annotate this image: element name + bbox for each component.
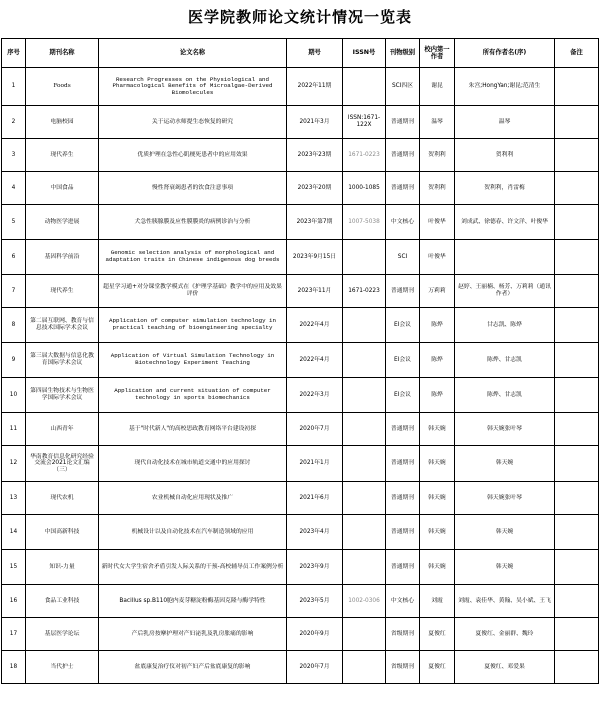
cell-note — [555, 205, 599, 240]
header-paper: 论文名称 — [99, 39, 287, 68]
cell-paper: Application of computer simulation technology in practical teaching of bioengineering specialty — [99, 308, 287, 343]
cell-note — [555, 139, 599, 172]
cell-no: 13 — [2, 482, 26, 515]
cell-authors: 甘志凯、陈烨 — [455, 308, 555, 343]
cell-first-author: 韩天婉 — [420, 482, 455, 515]
cell-note — [555, 585, 599, 618]
cell-no: 7 — [2, 275, 26, 308]
table-row — [2, 205, 599, 240]
cell-issue: 2022年4月 — [287, 343, 343, 378]
cell-paper: 盆底康复治疗仪对初产妇产后盆底康复的影响 — [99, 651, 287, 684]
cell-issue: 2023年9月15日 — [287, 240, 343, 275]
cell-no: 3 — [2, 139, 26, 172]
cell-paper: 超星学习通+对分课堂教学模式在《护理学基础》教学中的应用及效果评价 — [99, 275, 287, 308]
cell-first-author: 贺利利 — [420, 139, 455, 172]
paper-statistics-table — [1, 38, 599, 684]
cell-note — [555, 550, 599, 585]
cell-level: 省级期刊 — [386, 651, 420, 684]
cell-paper: 农业机械自动化应用现状及推广 — [99, 482, 287, 515]
table-row — [2, 240, 599, 275]
cell-authors: 刘成武、徐德春、许文洋、叶俊华 — [455, 205, 555, 240]
cell-issn — [343, 651, 386, 684]
table-row — [2, 378, 599, 413]
cell-no: 10 — [2, 378, 26, 413]
cell-note — [555, 240, 599, 275]
cell-first-author: 刘霞 — [420, 585, 455, 618]
header-level: 刊物级别 — [386, 39, 420, 68]
header-issn: ISSN号 — [343, 39, 386, 68]
cell-level: 普通期刊 — [386, 106, 420, 139]
document-title: 医学院教师论文统计情况一览表 — [187, 8, 412, 26]
cell-paper: Research Progresses on the Physiological and Pharmacological Benefits of Microalgae-Derived Biomolecules — [99, 68, 287, 106]
cell-issn — [343, 378, 386, 413]
cell-journal: 华南教育信息化研究经验交流会2021论文汇编（三） — [26, 446, 99, 482]
cell-journal: 基因科学前沿 — [26, 240, 99, 275]
cell-no: 9 — [2, 343, 26, 378]
cell-paper: 关于运动水师提生态恢复的研究 — [99, 106, 287, 139]
cell-no: 16 — [2, 585, 26, 618]
header-row — [2, 39, 599, 68]
cell-journal: 现代农机 — [26, 482, 99, 515]
cell-issn — [343, 515, 386, 550]
cell-first-author: 陈烨 — [420, 308, 455, 343]
cell-no: 14 — [2, 515, 26, 550]
cell-journal: 食品工业科技 — [26, 585, 99, 618]
table-row — [2, 172, 599, 205]
cell-issn — [343, 482, 386, 515]
cell-paper: 犬急性胰腺膜及应性膜膜炎的病例诊治与分析 — [99, 205, 287, 240]
cell-paper: 产后乳房按摩护理对产妇泌乳及乳房胀痛的影响 — [99, 618, 287, 651]
cell-issue: 2021年1月 — [287, 446, 343, 482]
cell-paper: Application and current situation of computer technology in sports biomechanics — [99, 378, 287, 413]
cell-journal: Foods — [26, 68, 99, 106]
cell-issn — [343, 550, 386, 585]
cell-authors: 贺利利 — [455, 139, 555, 172]
cell-no: 8 — [2, 308, 26, 343]
cell-issn — [343, 308, 386, 343]
cell-first-author: 谢昆 — [420, 68, 455, 106]
cell-authors: 韩天婉张叶琴 — [455, 413, 555, 446]
cell-journal: 山西青年 — [26, 413, 99, 446]
table-row — [2, 515, 599, 550]
cell-journal: 基层医学论坛 — [26, 618, 99, 651]
cell-no: 2 — [2, 106, 26, 139]
cell-note — [555, 308, 599, 343]
cell-issn — [343, 343, 386, 378]
cell-authors: 朱宫;HongYan;谢昆;范清生 — [455, 68, 555, 106]
cell-level: EI会议 — [386, 378, 420, 413]
cell-no: 4 — [2, 172, 26, 205]
cell-issue: 2023年20期 — [287, 172, 343, 205]
table-row — [2, 618, 599, 651]
cell-no: 11 — [2, 413, 26, 446]
cell-level: 中文核心 — [386, 585, 420, 618]
table-row — [2, 413, 599, 446]
header-note: 备注 — [555, 39, 599, 68]
cell-first-author: 夏俊红 — [420, 618, 455, 651]
cell-issn: 1002-0306 — [343, 585, 386, 618]
table-row — [2, 275, 599, 308]
cell-level: 普通期刊 — [386, 446, 420, 482]
header-first-author: 校内第一作者 — [420, 39, 455, 68]
table-row — [2, 139, 599, 172]
cell-authors: 陈烨、甘志凯 — [455, 343, 555, 378]
cell-first-author: 万莉莉 — [420, 275, 455, 308]
cell-journal: 现代养生 — [26, 139, 99, 172]
cell-issue: 2022年3月 — [287, 378, 343, 413]
cell-issue: 2022年11期 — [287, 68, 343, 106]
cell-authors: 陈烨、甘志凯 — [455, 378, 555, 413]
cell-authors: 夏俊红、金丽群、魏玲 — [455, 618, 555, 651]
table-row — [2, 446, 599, 482]
table-row — [2, 343, 599, 378]
cell-no: 1 — [2, 68, 26, 106]
cell-note — [555, 413, 599, 446]
cell-issue: 2023年5月 — [287, 585, 343, 618]
cell-issn: 1007-5038 — [343, 205, 386, 240]
cell-no: 17 — [2, 618, 26, 651]
cell-no: 5 — [2, 205, 26, 240]
cell-first-author: 韩天婉 — [420, 515, 455, 550]
cell-issue: 2021年6月 — [287, 482, 343, 515]
cell-note — [555, 172, 599, 205]
cell-authors: 贺利利，肖雷梅 — [455, 172, 555, 205]
cell-issn — [343, 618, 386, 651]
cell-no: 18 — [2, 651, 26, 684]
cell-issn: 1671-0223 — [343, 139, 386, 172]
table-row — [2, 651, 599, 684]
cell-paper: 现代自动化技术在城市轨道交通中的应用探讨 — [99, 446, 287, 482]
cell-level: 普通期刊 — [386, 515, 420, 550]
cell-journal: 现代养生 — [26, 275, 99, 308]
cell-note — [555, 275, 599, 308]
cell-first-author: 韩天婉 — [420, 413, 455, 446]
cell-issn — [343, 68, 386, 106]
cell-level: EI会议 — [386, 343, 420, 378]
header-issue: 期号 — [287, 39, 343, 68]
cell-level: 中文核心 — [386, 205, 420, 240]
cell-authors: 夏俊红、邓爱果 — [455, 651, 555, 684]
cell-journal: 电脑校园 — [26, 106, 99, 139]
cell-authors: 赵婷、王丽楠、杨芳、万莉莉（通讯作者） — [455, 275, 555, 308]
cell-journal: 第四届生物技术与生物医学国际学术会议 — [26, 378, 99, 413]
table-row — [2, 482, 599, 515]
cell-issue: 2023年11月 — [287, 275, 343, 308]
cell-issn: 1000-1085 — [343, 172, 386, 205]
cell-level: SCI四区 — [386, 68, 420, 106]
cell-note — [555, 482, 599, 515]
cell-issue: 2022年4月 — [287, 308, 343, 343]
cell-authors: 韩天婉 — [455, 550, 555, 585]
cell-issn — [343, 446, 386, 482]
header-journal: 期刊名称 — [26, 39, 99, 68]
cell-note — [555, 618, 599, 651]
cell-level: 普通期刊 — [386, 172, 420, 205]
header-no: 序号 — [2, 39, 26, 68]
cell-issue: 2023年4月 — [287, 515, 343, 550]
table-row — [2, 550, 599, 585]
cell-note — [555, 515, 599, 550]
cell-first-author: 贺利利 — [420, 172, 455, 205]
cell-first-author: 温琴 — [420, 106, 455, 139]
cell-journal: 当代护士 — [26, 651, 99, 684]
cell-no: 15 — [2, 550, 26, 585]
cell-note — [555, 343, 599, 378]
cell-note — [555, 378, 599, 413]
cell-first-author: 叶俊华 — [420, 205, 455, 240]
table-row — [2, 308, 599, 343]
cell-issue: 2021年3月 — [287, 106, 343, 139]
cell-issn — [343, 413, 386, 446]
table-row — [2, 68, 599, 106]
cell-journal: 中国食品 — [26, 172, 99, 205]
cell-first-author: 陈烨 — [420, 378, 455, 413]
cell-note — [555, 106, 599, 139]
cell-no: 12 — [2, 446, 26, 482]
cell-issue: 2020年7月 — [287, 413, 343, 446]
cell-issue: 2020年9月 — [287, 618, 343, 651]
cell-journal: 第二届互联网、教育与信息技术国际学术会议 — [26, 308, 99, 343]
cell-journal: 知识-力量 — [26, 550, 99, 585]
cell-authors: 韩天婉张叶琴 — [455, 482, 555, 515]
cell-issue: 2023年第7期 — [287, 205, 343, 240]
table-row — [2, 106, 599, 139]
cell-paper: Application of Virtual Simulation Technology in Biotechnology Experiment Teaching — [99, 343, 287, 378]
cell-note — [555, 651, 599, 684]
cell-authors: 刘霞、袁佳华、黄翰、吴小斌、王飞 — [455, 585, 555, 618]
cell-first-author: 韩天婉 — [420, 550, 455, 585]
cell-level: 省级期刊 — [386, 618, 420, 651]
cell-journal: 第三届大数据与信息化教育国际学术会议 — [26, 343, 99, 378]
cell-authors — [455, 240, 555, 275]
cell-level: EI会议 — [386, 308, 420, 343]
cell-issn — [343, 240, 386, 275]
cell-paper: Bacillus sp.B110胞内麦芽糖淀粉酶基因克隆与酶学特性 — [99, 585, 287, 618]
cell-level: 普通期刊 — [386, 550, 420, 585]
cell-level: 普通期刊 — [386, 139, 420, 172]
cell-paper: 优质护理在急性心肌梗死患者中的应用效果 — [99, 139, 287, 172]
cell-issn: 1671-0223 — [343, 275, 386, 308]
header-authors: 所有作者名(序) — [455, 39, 555, 68]
cell-level: 普通期刊 — [386, 275, 420, 308]
cell-journal: 动物医学进展 — [26, 205, 99, 240]
cell-issue: 2023年9月 — [287, 550, 343, 585]
cell-level: SCI — [386, 240, 420, 275]
cell-note — [555, 68, 599, 106]
cell-first-author: 陈烨 — [420, 343, 455, 378]
table-row — [2, 585, 599, 618]
cell-issue: 2020年7月 — [287, 651, 343, 684]
cell-first-author: 夏俊红 — [420, 651, 455, 684]
cell-first-author: 韩天婉 — [420, 446, 455, 482]
cell-authors: 韩天婉 — [455, 446, 555, 482]
cell-paper: 新时代女大学生宿舍矛盾引发人际关系的干预-高校辅导员工作案例分析 — [99, 550, 287, 585]
cell-paper: Genomic selection analysis of morphological and adaptation traits in Chinese indigenous dog breeds — [99, 240, 287, 275]
cell-paper: 机械设计以及自动化技术在汽车制造领域的应用 — [99, 515, 287, 550]
cell-first-author: 叶俊华 — [420, 240, 455, 275]
cell-paper: 基于"时代新人"的高校思政教育网络平台建设初探 — [99, 413, 287, 446]
cell-issn: ISSN:1671-122X — [343, 106, 386, 139]
cell-level: 普通期刊 — [386, 413, 420, 446]
cell-note — [555, 446, 599, 482]
cell-authors: 温琴 — [455, 106, 555, 139]
cell-no: 6 — [2, 240, 26, 275]
cell-level: 普通期刊 — [386, 482, 420, 515]
cell-authors: 韩天婉 — [455, 515, 555, 550]
cell-journal: 中国高新科技 — [26, 515, 99, 550]
cell-issue: 2023年23期 — [287, 139, 343, 172]
cell-paper: 慢性肾衰竭患者的饮食注意事项 — [99, 172, 287, 205]
